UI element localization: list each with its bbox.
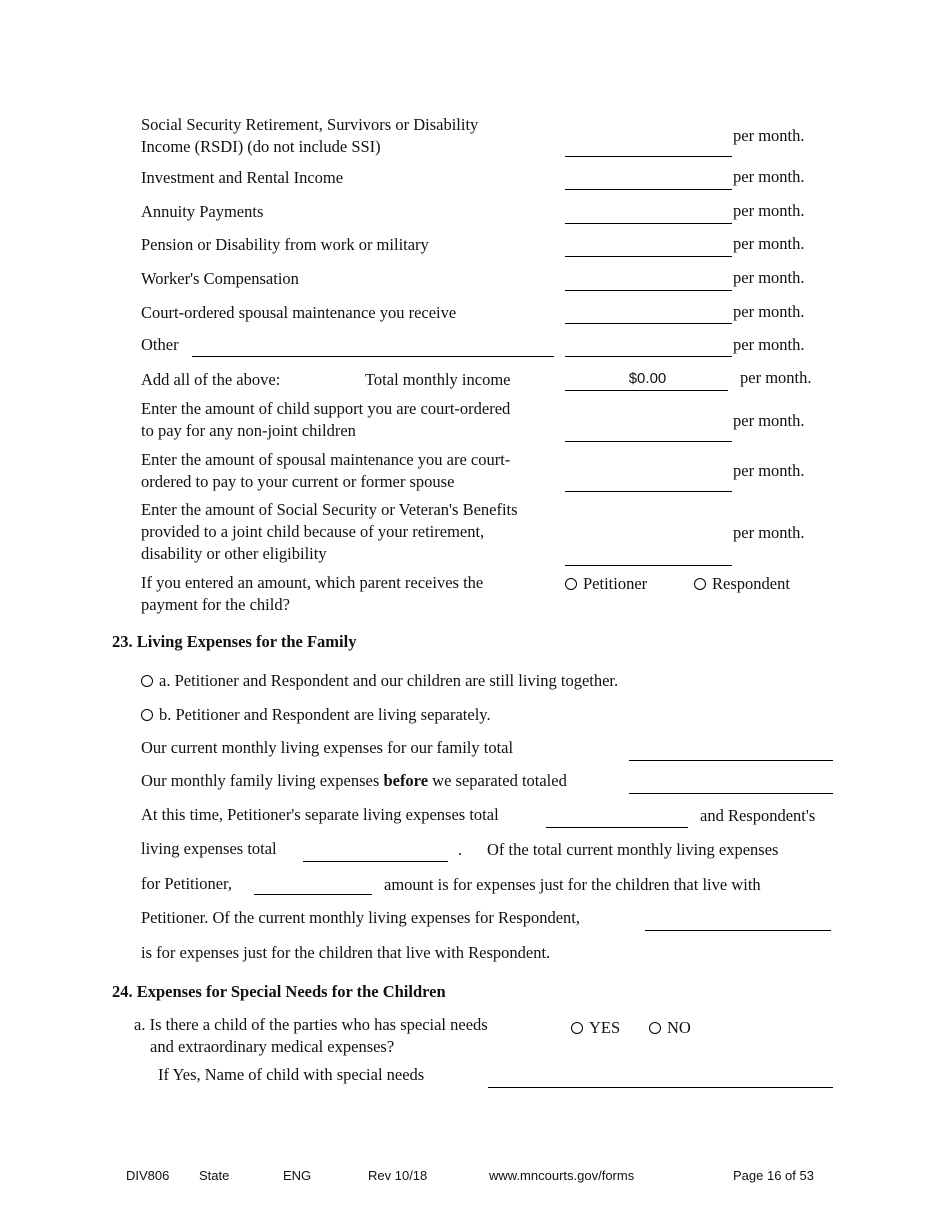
before-total-label: Our monthly family living expenses before we separated totaled [141,771,567,790]
radio-circle-icon [694,578,706,590]
ss-vet-benefits-label: Enter the amount of Social Security or Veteran's Benefits provided to a joint child because of your retirement, disability or other eligibility [141,500,518,563]
annuity-amount-field[interactable] [565,223,732,224]
period: . [458,840,463,859]
of-total-label: Of the total current monthly living expenses [487,840,779,859]
before-total-field[interactable] [629,793,833,794]
per-month-label: per month. [733,523,805,542]
footer-revision: Rev 10/18 [368,1168,428,1183]
pension-amount-field[interactable] [565,256,732,257]
per-month-label: per month. [733,201,805,220]
respondent-radio[interactable]: Respondent [694,574,790,594]
spousal-receive-label: Court-ordered spousal maintenance you receive [141,303,457,322]
per-month-label: per month. [733,461,805,480]
radio-circle-icon [649,1022,661,1034]
per-month-label: per month. [733,167,805,186]
special-needs-child-field[interactable] [488,1087,833,1088]
workers-comp-amount-field[interactable] [565,290,732,291]
section-23-title: 23. Living Expenses for the Family [112,632,357,651]
footer-page-number: Page 16 of 53 [733,1168,814,1183]
per-month-label: per month. [733,411,805,430]
living-total-label: living expenses total [141,839,277,858]
radio-circle-icon [565,578,577,590]
and-respondent-label: and Respondent's [700,806,816,825]
total-monthly-income-label: Total monthly income [365,370,511,389]
section-24-title: 24. Expenses for Special Needs for the Children [112,982,446,1001]
current-total-field[interactable] [629,760,833,761]
pension-label: Pension or Disability from work or military [141,235,429,254]
annuity-label: Annuity Payments [141,202,264,221]
footer-url[interactable]: www.mncourts.gov/forms [489,1168,635,1183]
per-month-label: per month. [733,335,805,354]
no-radio[interactable]: NO [649,1018,691,1038]
special-needs-question: a. Is there a child of the parties who has special needs and extraordinary medical expenses? [134,1015,488,1056]
option-b-radio[interactable]: b. Petitioner and Respondent are living separately. [141,705,491,725]
radio-circle-icon [571,1022,583,1034]
footer-language: ENG [283,1168,312,1183]
yes-radio[interactable]: YES [571,1018,620,1038]
amount-children-label: amount is for expenses just for the children that live with [384,875,761,894]
total-monthly-income-field[interactable] [565,390,728,391]
footer-state: State [199,1168,230,1183]
per-month-label: per month. [733,302,805,321]
per-month-label: per month. [733,126,805,145]
receiver-question: If you entered an amount, which parent receives the payment for the child? [141,573,484,614]
respondent-children-label: is for expenses just for the children that live with Respondent. [141,943,551,962]
spousal-receive-amount-field[interactable] [565,323,732,324]
per-month-label: per month. [733,268,805,287]
respondent-current-label: Petitioner. Of the current monthly living expenses for Respondent, [141,908,580,927]
workers-comp-label: Worker's Compensation [141,269,299,288]
respondent-living-total-field[interactable] [303,861,448,862]
investment-label: Investment and Rental Income [141,168,344,187]
rsdi-amount-field[interactable] [565,156,732,157]
add-all-label: Add all of the above: [141,370,281,389]
other-label: Other [141,335,179,354]
investment-amount-field[interactable] [565,189,732,190]
special-needs-child-label: If Yes, Name of child with special needs [158,1065,425,1084]
rsdi-label: Social Security Retirement, Survivors or Disability Income (RSDI) (do not include SSI) [141,115,479,156]
radio-circle-icon [141,675,153,687]
footer-form-code: DIV806 [126,1168,170,1183]
other-description-field[interactable] [192,356,554,357]
per-month-label: per month. [740,368,812,387]
ss-vet-benefits-amount-field[interactable] [565,565,732,566]
child-support-amount-field[interactable] [565,441,732,442]
spousal-pay-label: Enter the amount of spousal maintenance you are court- ordered to pay to your current or former spouse [141,450,511,491]
option-a-radio[interactable]: a. Petitioner and Respondent and our children are still living together. [141,671,618,691]
current-total-label: Our current monthly living expenses for our family total [141,738,514,757]
for-petitioner-label: for Petitioner, [141,874,232,893]
petitioner-separate-label: At this time, Petitioner's separate living expenses total [141,805,499,824]
petitioner-radio[interactable]: Petitioner [565,574,647,594]
petitioner-separate-field[interactable] [546,827,688,828]
total-monthly-income-value: $0.00 [628,370,667,387]
other-amount-field[interactable] [565,356,732,357]
spousal-pay-amount-field[interactable] [565,491,732,492]
per-month-label: per month. [733,234,805,253]
radio-circle-icon [141,709,153,721]
child-support-label: Enter the amount of child support you are court-ordered to pay for any non-joint children [141,399,511,440]
respondent-children-field[interactable] [645,930,831,931]
petitioner-children-field[interactable] [254,894,372,895]
